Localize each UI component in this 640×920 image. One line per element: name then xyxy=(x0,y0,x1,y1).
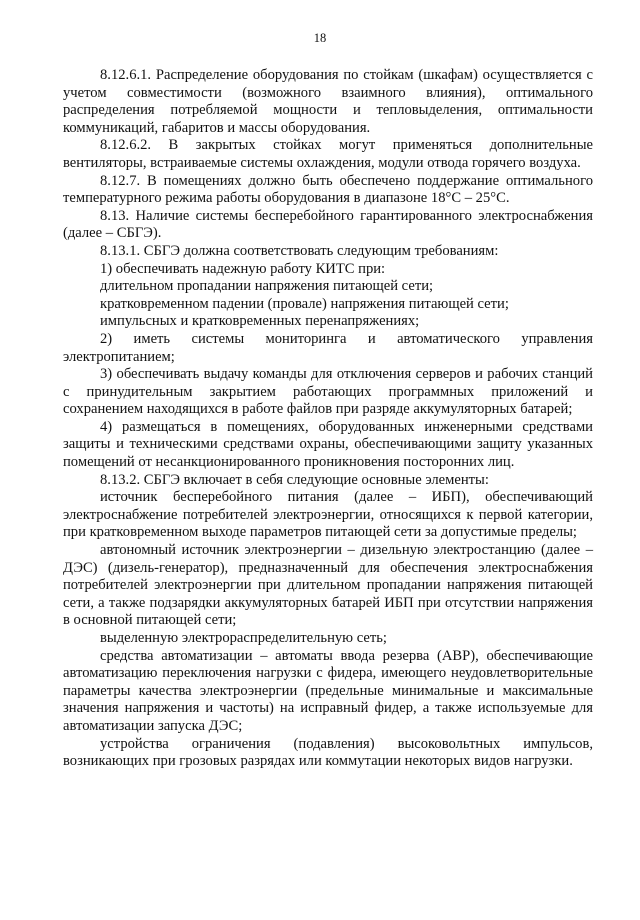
paragraph-8-13: 8.13. Наличие системы бесперебойного гарантированного электроснабжения (далее – СБГЭ). xyxy=(63,207,593,242)
element-item: источник бесперебойного питания (далее – ИБП), обеспечивающий электроснабжение потребителей электроэнергии, относящихся к первой категории, при кратковременном выходе параметров питающей сети за допустимые пределы; xyxy=(63,489,593,541)
list-item-3: 3) обеспечивать выдачу команды для отключения серверов и рабочих станций с принудительным закрытием работающих программных приложений и сохранением находящихся в работе файлов при разряде аккумуляторных батарей; xyxy=(63,366,593,418)
list-item-4: 4) размещаться в помещениях, оборудованных инженерными средствами защиты и техническими средствами охраны, обеспечивающими защиту указанных помещений от несанкционированного проникновения посторонних лиц. xyxy=(63,418,593,471)
list-item-1: 1) обеспечивать надежную работу КИТС при: xyxy=(100,260,386,277)
paragraph-8-12-7: 8.12.7. В помещениях должно быть обеспечено поддержание оптимального температурного режима работы оборудования в диапазоне 18°С – 25°С. xyxy=(63,172,593,207)
element-item: устройства ограничения (подавления) высоковольтных импульсов, возникающих при грозовых разрядах или коммутации некоторых видов нагрузки. xyxy=(63,735,593,770)
list-subitem: кратковременном падении (провале) напряжения питающей сети; xyxy=(100,295,509,312)
paragraph-8-12-6-1: 8.12.6.1. Распределение оборудования по стойкам (шкафам) осуществляется с учетом совместимости (возможного взаимного влияния), оптимального распределения потребляемой мощности и тепловыделения, оптимальности коммуникаций, габаритов и массы оборудования. xyxy=(63,67,593,136)
paragraph-8-13-2: 8.13.2. СБГЭ включает в себя следующие основные элементы: xyxy=(100,471,489,488)
element-item: выделенную электрораспределительную сеть; xyxy=(100,630,387,646)
document-body xyxy=(63,67,593,771)
paragraph-8-12-6-2: 8.12.6.2. В закрытых стойках могут применяться дополнительные вентиляторы, встраиваемые системы охлаждения, модули отвода горячего воздуха. xyxy=(63,137,593,171)
list-subitem: импульсных и кратковременных перенапряжениях; xyxy=(100,313,420,330)
paragraph-8-13-1: 8.13.1. СБГЭ должна соответствовать следующим требованиям: xyxy=(100,242,499,259)
list-subitem: длительном пропадании напряжения питающей сети; xyxy=(100,278,434,295)
page-number: 18 xyxy=(313,31,327,45)
element-item: автономный источник электроэнергии – дизельную электростанцию (далее – ДЭС) (дизель-генератор), предназначенный для обеспечения электроснабжения потребителей электроэнергии при длительном пропадании напряжения питающей сети, а также подзарядки аккумуляторных батарей ИБП при отсутствии напряжения в основной питающей сети; xyxy=(63,542,593,629)
element-item: средства автоматизации – автоматы ввода резерва (АВР), обеспечивающие автоматизацию переключения нагрузки с фидера, имеющего неудовлетворительные параметры качества электроэнергии (предельные минимальные и максимальные значения напряжения и частоты) на исправный фидер, а также используемые для автоматизации запуска ДЭС; xyxy=(63,647,593,734)
list-item-2: 2) иметь системы мониторинга и автоматического управления электропитанием; xyxy=(63,330,593,365)
